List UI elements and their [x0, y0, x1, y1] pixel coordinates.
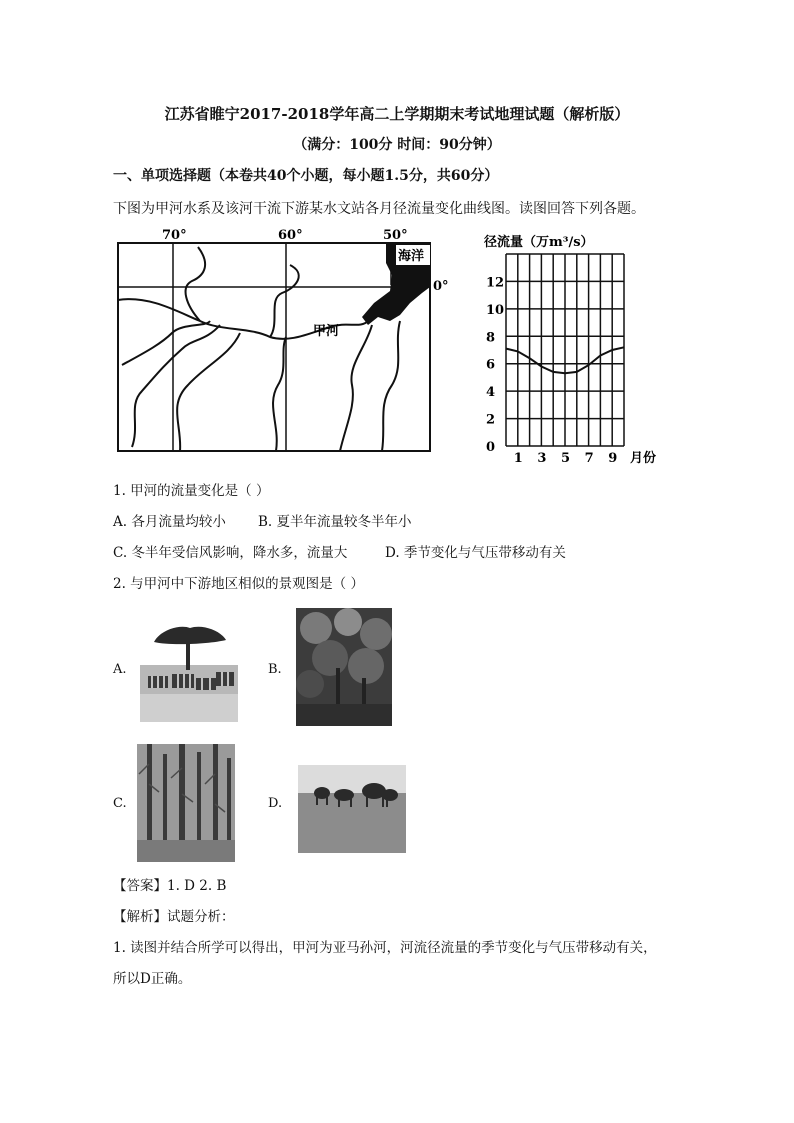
y-tick-label: 12: [486, 275, 505, 291]
chart-ylabel: 径流量（万m³/s）: [484, 235, 594, 250]
analysis-heading: 【解析】试题分析：: [113, 909, 235, 925]
lon-label-50: 50°: [383, 228, 408, 243]
question-intro: 下图为甲河水系及该河干流下游某水文站各月径流量变化曲线图。读图回答下列各题。: [113, 201, 645, 217]
lon-label-70: 70°: [162, 228, 187, 243]
q2-option-d-label[interactable]: D.: [268, 796, 283, 811]
river-map: [110, 225, 449, 460]
river-label: 甲河: [313, 324, 340, 339]
y-tick-label: 6: [486, 357, 496, 373]
tributary-south-5: [340, 325, 372, 451]
ocean-label: 海洋: [398, 249, 425, 264]
tributary-south-6: [382, 321, 400, 451]
lon-label-60: 60°: [278, 228, 303, 243]
tributary-south-3: [177, 333, 240, 451]
y-tick-label: 2: [486, 412, 496, 428]
q2-option-b-label[interactable]: B.: [268, 662, 282, 677]
exam-info: （满分：100分 时间：90分钟）: [293, 137, 501, 153]
x-tick-label: 5: [561, 451, 571, 466]
grassland-photo[interactable]: [298, 765, 406, 853]
q1-option-a[interactable]: A. 各月流量均较小: [113, 514, 226, 530]
section-heading: 一、单项选择题（本卷共40个小题，每小题1.5分，共60分）: [113, 168, 499, 184]
savanna-photo[interactable]: [140, 610, 238, 722]
analysis-line-2: 所以D正确。: [113, 971, 192, 987]
tributary-north-2: [270, 265, 299, 337]
tributary-south-1: [122, 321, 210, 365]
lat-label-0: 0°: [433, 279, 449, 294]
tributary-north-1: [186, 247, 206, 321]
q2-option-c-label[interactable]: C.: [113, 796, 127, 811]
tributary-south-4: [273, 337, 286, 451]
chart-xlabel: 月份: [630, 451, 657, 466]
q2-option-a-label[interactable]: A.: [113, 662, 127, 677]
runoff-chart: [482, 232, 662, 468]
tributary-south-2: [132, 325, 220, 447]
rainforest-photo[interactable]: [296, 608, 392, 726]
question-2: 2. 与甲河中下游地区相似的景观图是（ ）: [113, 576, 364, 592]
x-tick-label: 1: [513, 451, 523, 466]
y-tick-label: 0: [486, 440, 496, 455]
answer-line: 【答案】1. D 2. B: [113, 878, 227, 894]
coniferous-forest-photo[interactable]: [137, 744, 235, 862]
page-title: 江苏省睢宁2017-2018学年高二上学期期末考试地理试题（解析版）: [164, 105, 630, 123]
y-tick-label: 8: [486, 330, 496, 346]
question-1: 1. 甲河的流量变化是（ ）: [113, 483, 270, 499]
analysis-line-1: 1. 读图并结合所学可以得出，甲河为亚马孙河，河流径流量的季节变化与气压带移动有关，: [113, 940, 657, 956]
q1-option-d[interactable]: D. 季节变化与气压带移动有关: [385, 545, 566, 561]
q1-option-b[interactable]: B. 夏半年流量较冬半年小: [258, 514, 412, 530]
q1-option-c[interactable]: C. 冬半年受信风影响，降水多，流量大: [113, 545, 348, 561]
y-tick-label: 4: [486, 385, 496, 401]
y-tick-label: 10: [486, 302, 505, 318]
x-tick-label: 7: [584, 451, 594, 466]
x-tick-label: 3: [537, 451, 547, 466]
x-tick-label: 9: [608, 451, 618, 466]
